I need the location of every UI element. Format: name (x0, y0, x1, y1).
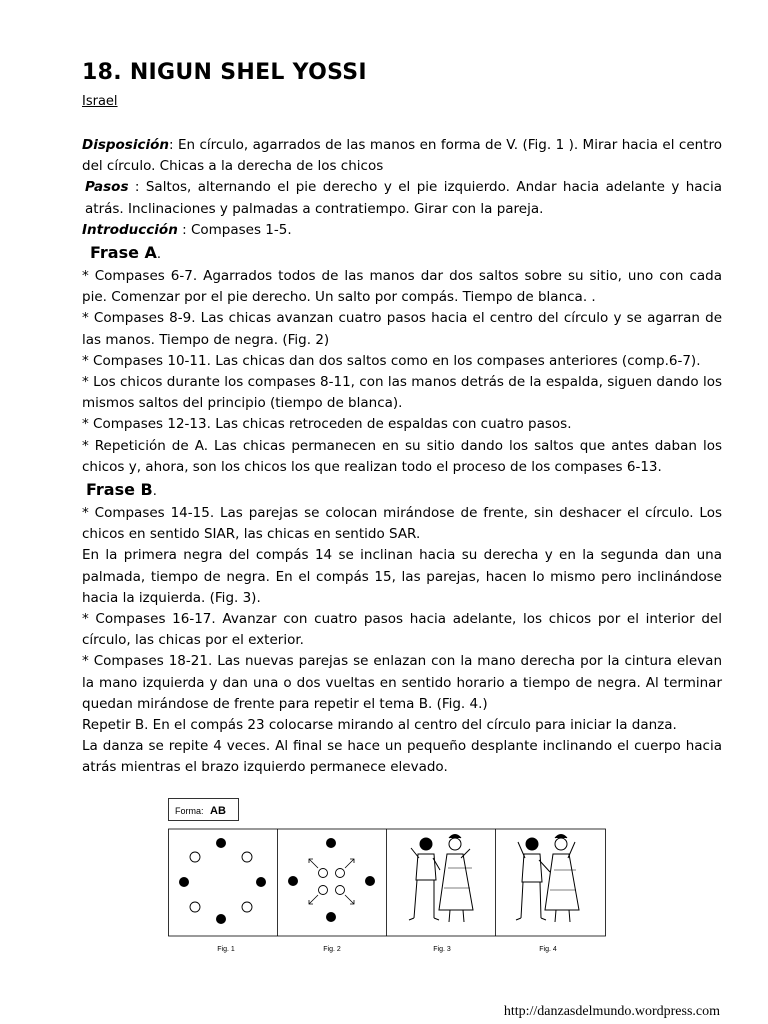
girl-dancer-dot (336, 869, 345, 878)
girl-dancer-dot (319, 869, 328, 878)
form-label: Forma: (175, 806, 204, 816)
frase-b-line: * Compases 18-21. Las nuevas parejas se enlazan con la mano derecha por la cintura elevan la mano izquierda y dan una o dos vueltas en sentido horario a tiempo de negra. Al terminar quedan mirándose de frente para repetir el tema B. (Fig. 4.) (82, 653, 722, 712)
page-title: 18. NIGUN SHEL YOSSI (82, 60, 367, 85)
introduccion-label: Introducción (82, 221, 178, 238)
dance-figure (168, 798, 606, 958)
frase-a-line: * Compases 8-9. Las chicas avanzan cuatro pasos hacia el centro del círculo y se agarran de las manos. Tiempo de negra. (Fig. 2) (82, 310, 722, 348)
boy-dancer-dot (288, 876, 298, 886)
boy-dancer-dot (179, 877, 189, 887)
fig-caption: Fig. 3 (433, 946, 451, 953)
girl-dancer-dot (319, 886, 328, 895)
frase-b-line: Repetir B. En el compás 23 colocarse mirando al centro del círculo para iniciar la danza. (82, 717, 677, 734)
frase-b-line: * Compases 16-17. Avanzar con cuatro pasos hacia adelante, los chicos por el interior del círculo, las chicas por el exterior. (82, 611, 722, 649)
frase-a-line: * Compases 10-11. Las chicas dan dos saltos como en los compases anteriores (comp.6-7). (82, 352, 701, 369)
frase-b-heading: Frase B. (86, 480, 157, 500)
fig-caption: Fig. 2 (323, 946, 341, 953)
introduccion-text: : Compases 1-5. (177, 221, 292, 238)
disposicion-label: Disposición (82, 137, 169, 153)
girl-dancer-dot (242, 852, 252, 862)
boy-dancer-dot (216, 914, 226, 924)
disposicion-text: : En círculo, agarrados de las manos en forma de V. (Fig. 1 ). Mirar hacia el centro del círculo. Chicas a la derecha de los chicos (82, 137, 722, 175)
frase-a-line: * Compases 12-13. Las chicas retroceden de espaldas con cuatro pasos. (82, 416, 572, 433)
frase-a-line: * Compases 6-7. Agarrados todos de las manos dar dos saltos sobre su sitio, uno con cada pie. Comenzar por el pie derecho. Un salto por compás. Tiempo de blanca. . (82, 268, 722, 306)
frase-b-line: La danza se repite 4 veces. Al final se hace un pequeño desplante inclinando el cuerpo hacia atrás mientras el brazo izquierdo permanece elevado. (82, 738, 722, 776)
boy-dancer-dot (326, 838, 336, 848)
frase-b-line: En la primera negra del compás 14 se inclinan hacia su derecha y en la segunda dan una palmada, tiempo de negra. En el compás 15, las parejas, hacen lo mismo pero inclinándose hacia la izquierda. (Fig. 3). (82, 547, 722, 606)
pasos-text: : Saltos, alternando el pie derecho y el pie izquierdo. Andar hacia adelante y hacia atrás. Inclinaciones y palmadas a contratiempo. Girar con la pareja. (85, 179, 722, 217)
frase-b-line: * Compases 14-15. Las parejas se colocan mirándose de frente, sin deshacer el círculo. Los chicos en sentido SIAR, las chicas en sentido SAR. (82, 505, 722, 543)
country-label: Israel (82, 94, 118, 109)
boy-dancer-dot (365, 876, 375, 886)
disposicion-paragraph (82, 135, 722, 177)
boy-dancer-dot (326, 912, 336, 922)
frase-a-line: * Repetición de A. Las chicas permanecen en su sitio dando los saltos que antes daban los chicos y, ahora, son los chicos los que realizan todo el proceso de los compases 6-13. (82, 437, 722, 475)
pasos-paragraph (82, 177, 722, 219)
footer-url[interactable]: http://danzasdelmundo.wordpress.com (503, 1004, 720, 1019)
frase-a-heading: Frase A. (90, 243, 162, 263)
dance-description (82, 135, 722, 779)
boy-dancer-dot (216, 838, 226, 848)
introduccion-paragraph (82, 220, 722, 241)
frase-a-line: * Los chicos durante los compases 8-11, con las manos detrás de la espalda, siguen dando los mismos saltos del principio (tiempo de blanca). (82, 374, 722, 412)
pasos-label: Pasos (85, 179, 129, 196)
fig-caption: Fig. 1 (217, 946, 235, 953)
girl-dancer-dot (242, 902, 252, 912)
form-value: AB (210, 805, 226, 817)
boy-dancer-dot (256, 877, 266, 887)
girl-dancer-dot (336, 886, 345, 895)
girl-dancer-dot (190, 852, 200, 862)
girl-dancer-dot (190, 902, 200, 912)
fig-caption: Fig. 4 (539, 946, 557, 953)
